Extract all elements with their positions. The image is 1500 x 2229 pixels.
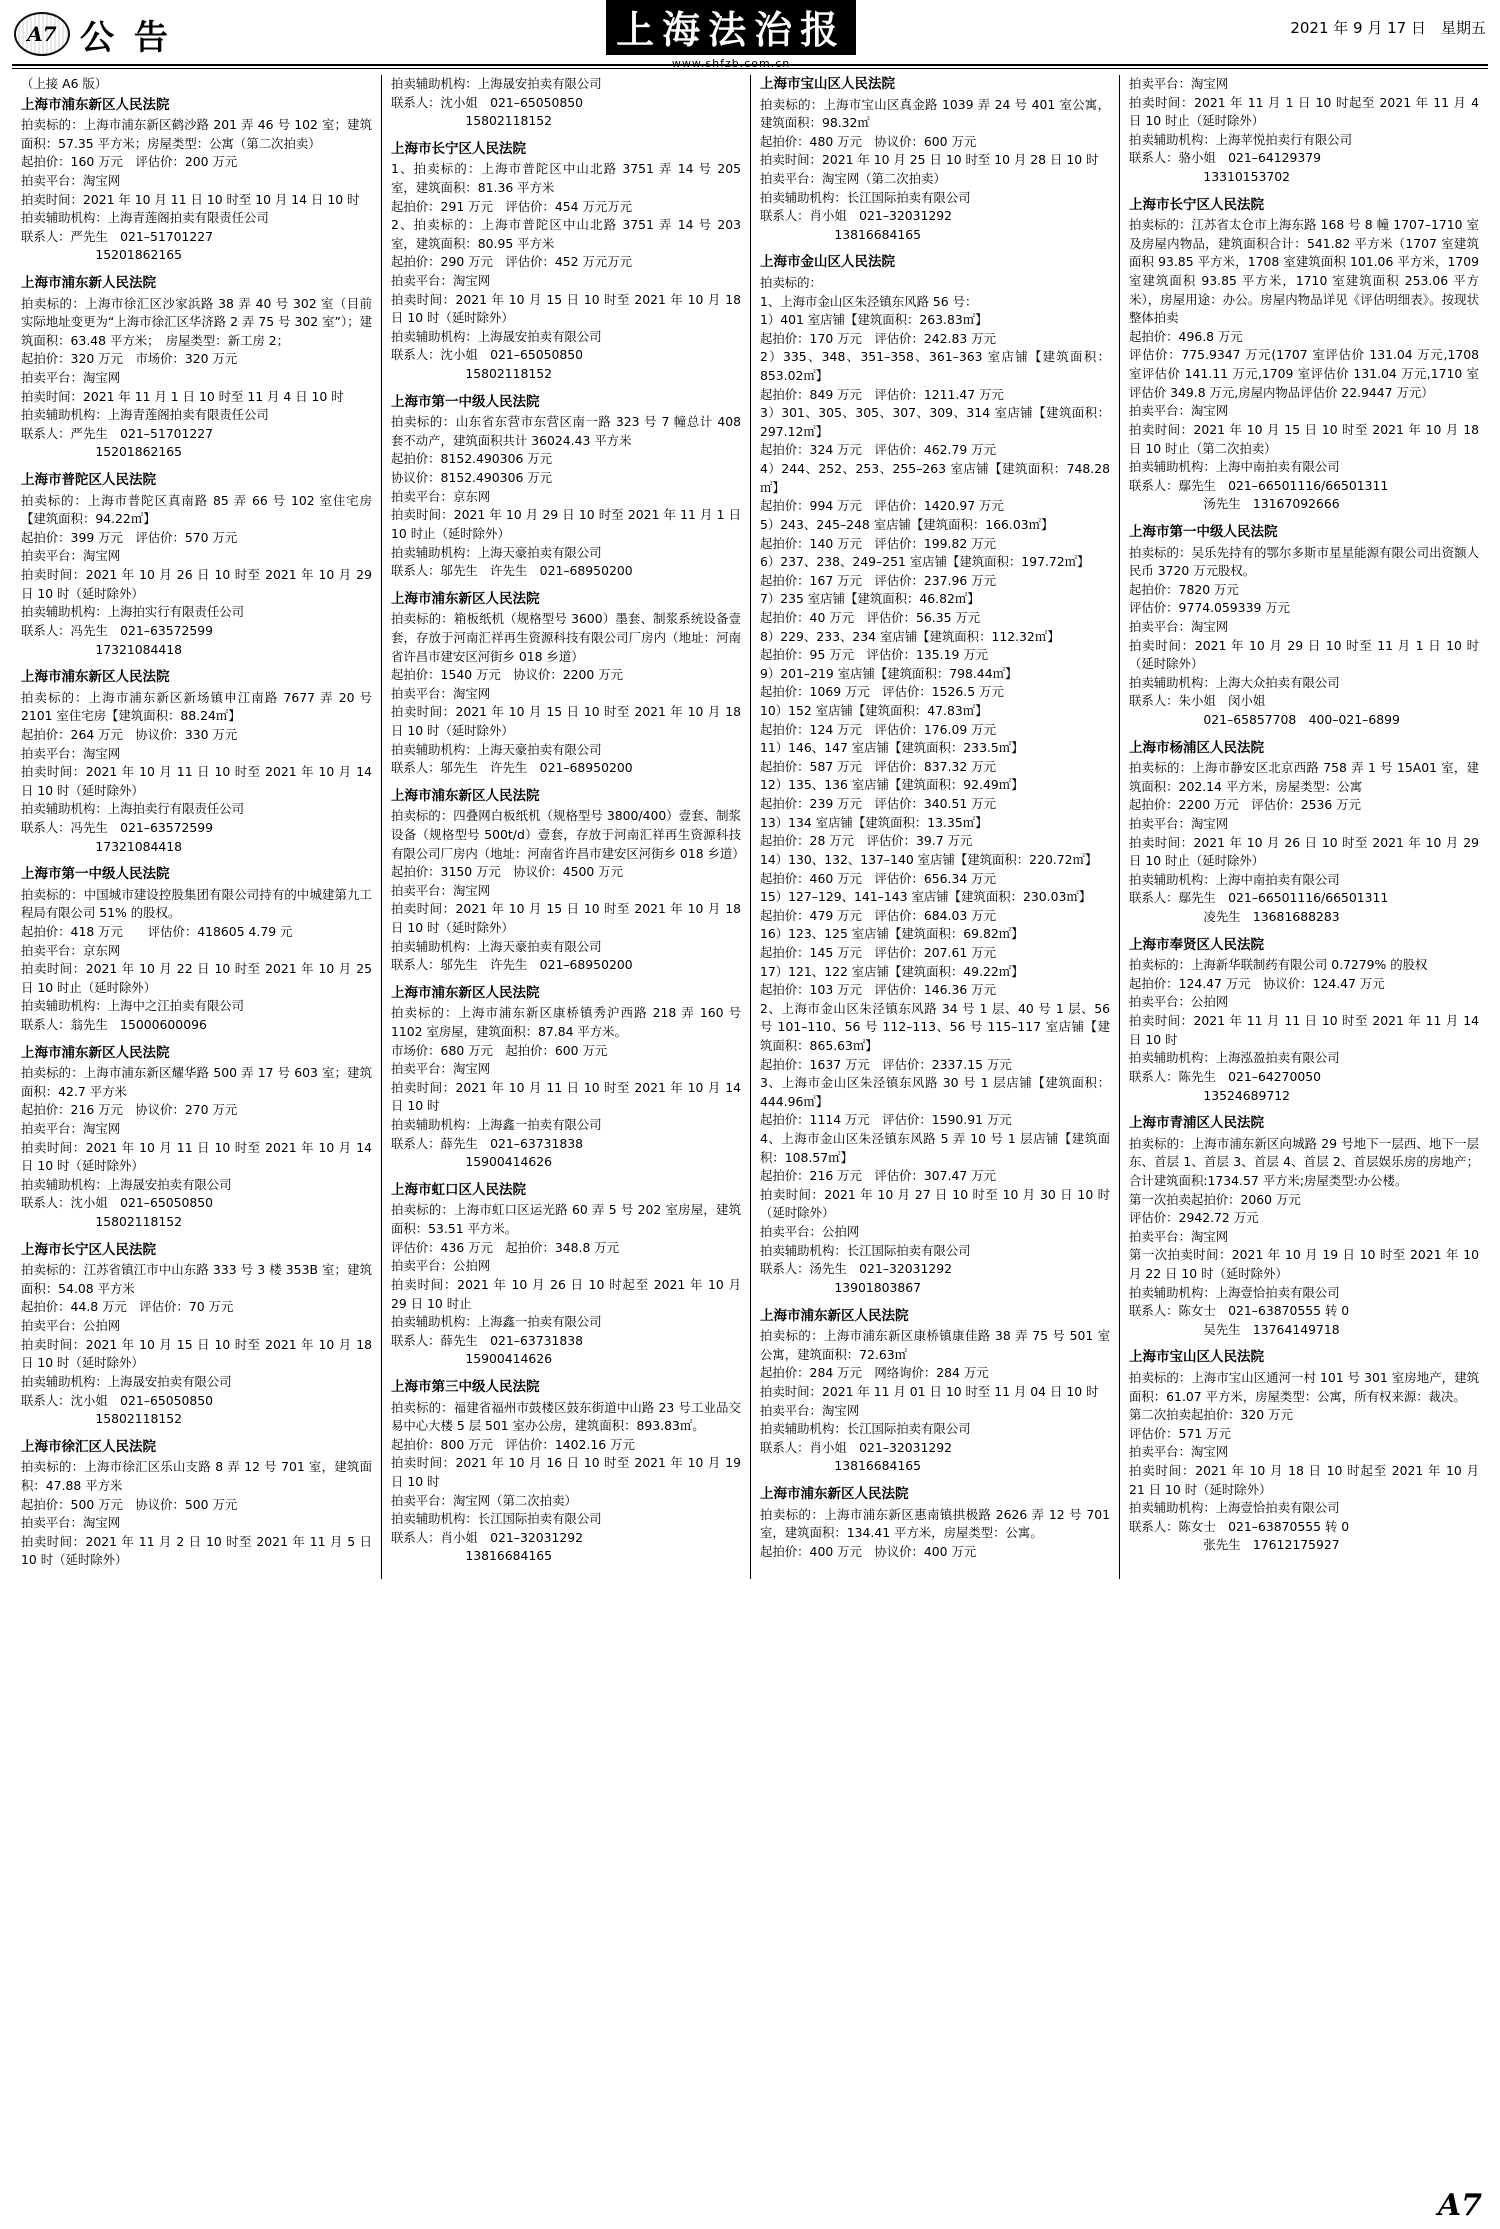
notice-line: 拍卖时间：2021 年 10 月 29 日 10 时至 11 月 1 日 10 时（延时除外） xyxy=(1129,637,1479,672)
notice-line: 021–65857708 400–021–6899 xyxy=(1129,712,1400,728)
notice-line: 联系人：朱小姐 闵小姐 xyxy=(1129,693,1266,709)
notice-line: 汤先生 13167092666 xyxy=(1129,496,1340,512)
notice-line: 15802118152 xyxy=(391,113,553,129)
auction-notice xyxy=(1129,936,1479,1105)
notice-line: 拍卖时间：2021 年 11 月 1 日 10 时至 11 月 4 日 10 时 xyxy=(21,388,344,404)
notice-line: 拍卖时间：2021 年 10 月 26 日 10 时起至 2021 年 10 月 29 日 10 时止 xyxy=(391,1276,741,1311)
notice-line: 拍卖时间：2021 年 10 月 16 日 10 时至 2021 年 10 月 19 日 10 时 xyxy=(391,1455,741,1489)
auction-notice xyxy=(21,1438,372,1570)
notice-line: 拍卖平台：公拍网 xyxy=(391,1258,491,1274)
auction-notice xyxy=(760,75,1110,244)
notice-line: 起拍价：800 万元 评估价：1402.16 万元 xyxy=(391,1436,635,1452)
notice-line: 5）243、245–248 室店铺【建筑面积：166.03㎡】 xyxy=(760,516,1054,532)
notice-line: 拍卖平台：淘宝网 xyxy=(760,1402,860,1418)
notice-line: 拍卖辅助机构：上海晟安拍卖有限公司 xyxy=(21,1373,232,1389)
notice-line: 拍卖辅助机构：上海中南拍卖有限公司 xyxy=(1129,871,1340,887)
notice-line: 13901803867 xyxy=(760,1279,922,1295)
court-name: 上海市宝山区人民法院 xyxy=(1129,1349,1264,1366)
notice-line: 张先生 17612175927 xyxy=(1129,1537,1340,1553)
notice-line: 起拍价：291 万元 评估价：454 万元万元 xyxy=(391,198,633,214)
auction-notice xyxy=(1129,739,1479,927)
notice-line: 第二次拍卖起拍价：320 万元 xyxy=(1129,1407,1293,1423)
notice-line: 联系人：沈小姐 021–65050850 xyxy=(21,1392,214,1408)
notice-line: 评估价：9774.059339 万元 xyxy=(1129,600,1291,616)
notice-line: 起拍价：480 万元 协议价：600 万元 xyxy=(760,133,977,149)
notice-line: 拍卖辅助机构：长江国际拍卖有限公司 xyxy=(391,1511,602,1527)
notice-line: 联系人：汤先生 021–32031292 xyxy=(760,1261,953,1277)
notice-line: 拍卖辅助机构：上海中之江拍卖有限公司 xyxy=(21,998,245,1014)
notice-line: 拍卖标的：上海市浦东新区向城路 29 号地下一层西、地下一层东、首层 1、首层 3、首层 4、首层 2、首层娱乐房的房地产；合计建筑面积:1734.57 平方米;房屋类型:办公楼。 xyxy=(1129,1135,1479,1188)
notice-line: 拍卖标的： xyxy=(760,275,822,290)
notice-line: 拍卖平台：淘宝网 xyxy=(1129,403,1229,419)
notice-line: 起拍价：399 万元 评估价：570 万元 xyxy=(21,529,238,545)
notice-line: 起拍价：587 万元 评估价：837.32 万元 xyxy=(760,758,996,774)
notice-line: 评估价：436 万元 起拍价：348.8 万元 xyxy=(391,1239,620,1255)
notice-line: 起拍价：145 万元 评估价：207.61 万元 xyxy=(760,944,996,960)
notice-line: 1、拍卖标的：上海市普陀区中山北路 3751 弄 14 号 205 室，建筑面积：81.36 平方米 xyxy=(391,161,741,195)
notice-line: 联系人：冯先生 021–63572599 xyxy=(21,622,214,638)
notice-line: 拍卖时间：2021 年 10 月 15 日 10 时至 2021 年 10 月 18 日 10 时（延时除外） xyxy=(391,704,741,738)
notice-line: 拍卖标的：箱板纸机（规格型号 3600）墨套、制浆系统设备壹套，存放于河南汇祥再生资源科技有限公司厂房内（地址：河南省许昌市建安区河街乡 018 乡道） xyxy=(391,611,741,664)
notice-line: 拍卖辅助机构：上海青莲阁拍卖有限责任公司 xyxy=(21,407,269,423)
notice-line: 拍卖辅助机构：上海鑫一拍卖有限公司 xyxy=(391,1117,602,1133)
court-name: 上海市第一中级人民法院 xyxy=(1129,523,1278,540)
notice-line: 13816684165 xyxy=(760,1458,922,1474)
notice-line: 联系人：严先生 021–51701227 xyxy=(21,228,214,244)
notice-line: 联系人：薛先生 021–63731838 xyxy=(391,1135,584,1151)
notice-line: 拍卖时间：2021 年 11 月 1 日 10 时起至 2021 年 11 月 4 日 10 时止（延时除外） xyxy=(1129,94,1479,129)
notice-line: 拍卖辅助机构：上海天豪拍卖有限公司 xyxy=(391,544,602,560)
notice-line: 15900414626 xyxy=(391,1351,553,1367)
notice-line: 起拍价：290 万元 评估价：452 万元万元 xyxy=(391,254,633,270)
notice-line: 起拍价：320 万元 市场价：320 万元 xyxy=(21,351,238,367)
auction-notice xyxy=(21,1241,372,1429)
notice-line: 拍卖标的：上海市徐汇区乐山支路 8 弄 12 号 701 室，建筑面积：47.88 平方米 xyxy=(21,1459,372,1493)
notice-line: 拍卖标的：上海市静安区北京西路 758 弄 1 号 15A01 室，建筑面积：202.14 平方米，房屋类型：公寓 xyxy=(1129,760,1479,794)
notice-line: 拍卖标的：四叠网白板纸机（规格型号 3800/400）壹套、制浆设备（规格型号 500t/d）壹套，存放于河南汇祥再生资源科技有限公司厂房内（地址：河南省许昌市建安区河街乡 018 乡道） xyxy=(391,808,745,861)
paper-title-group xyxy=(172,0,1291,70)
notice-line: 拍卖时间：2021 年 10 月 15 日 10 时至 2021 年 10 月 18 日 10 时（延时除外） xyxy=(391,901,741,936)
auction-notice xyxy=(1129,1348,1479,1555)
notice-line: 拍卖时间：2021 年 10 月 15 日 10 时至 2021 年 10 月 18 日 10 时（延时除外） xyxy=(21,1336,372,1371)
notice-line: 拍卖平台：公拍网 xyxy=(760,1224,860,1240)
notice-line: 协议价：8152.490306 万元 xyxy=(391,470,553,486)
page-badge-label: A7 xyxy=(27,22,57,46)
notice-line: 起拍价：1114 万元 评估价：1590.91 万元 xyxy=(760,1112,1012,1128)
notice-line: 联系人：肖小姐 021–32031292 xyxy=(760,208,953,224)
notice-line: 拍卖时间：2021 年 10 月 11 日 10 时至 10 月 14 日 10 时 xyxy=(21,191,360,207)
paper-website: www.shfzb.com.cn xyxy=(671,57,791,70)
auction-notice xyxy=(21,865,372,1034)
notice-line: 15802118152 xyxy=(21,1411,183,1427)
notice-line: 拍卖平台：公拍网 xyxy=(21,1318,121,1334)
court-name: 上海市浦东新人民法院 xyxy=(21,275,156,292)
notice-line: 联系人：冯先生 021–63572599 xyxy=(21,819,214,835)
notice-line: 联系人：陈女士 021–63870555 转 0 xyxy=(1129,1518,1350,1534)
notice-line: 拍卖标的：上海新华联制药有限公司 0.7279% 的股权 xyxy=(1129,957,1428,973)
court-name: 上海市第一中级人民法院 xyxy=(391,393,540,410)
notice-line: 拍卖辅助机构：上海晟安拍卖有限公司 xyxy=(21,1176,232,1192)
notice-line: 1）401 室店铺【建筑面积：263.83㎡】 xyxy=(760,312,988,328)
auction-notice xyxy=(1129,523,1479,730)
notice-line: 起拍价：124 万元 评估价：176.09 万元 xyxy=(760,721,996,737)
notice-line: 起拍价：1069 万元 评估价：1526.5 万元 xyxy=(760,684,1004,700)
notice-line: 8）229、233、234 室店铺【建筑面积：112.32㎡】 xyxy=(760,628,1060,644)
notice-line: 拍卖标的：上海市徐汇区沙家浜路 38 弄 40 号 302 室（目前实际地址变更为“上海市徐汇区华济路 2 弄 75 号 302 室”）；建筑面积：63.48 平方米； 房屋类型：新工房 2； xyxy=(21,295,372,348)
notice-line: 拍卖辅助机构：上海天豪拍卖有限公司 xyxy=(391,741,602,757)
paper-name: 上海法治报 xyxy=(606,0,856,55)
notice-line: 拍卖平台：淘宝网 xyxy=(391,273,491,289)
notice-line: 6）237、238、249–251 室店铺【建筑面积：197.72㎡】 xyxy=(760,554,1090,570)
notice-line: 起拍价：264 万元 协议价：330 万元 xyxy=(21,726,238,742)
notice-line: 拍卖平台：京东网 xyxy=(391,488,491,504)
notice-line: 4、上海市金山区朱泾镇东风路 5 弄 10 号 1 层店铺【建筑面积：108.57㎡】 xyxy=(760,1131,1110,1165)
auction-notice xyxy=(391,787,745,975)
notice-line: 13524689712 xyxy=(1129,1087,1291,1103)
notice-line: 拍卖平台：淘宝网 xyxy=(391,685,491,701)
court-name: 上海市青浦区人民法院 xyxy=(1129,1115,1264,1132)
auction-notice xyxy=(391,590,741,778)
notice-line: 拍卖时间：2021 年 10 月 15 日 10 时至 2021 年 10 月 18 日 10 时止（第二次拍卖） xyxy=(1129,421,1479,456)
notice-line: 第一次拍卖起拍价：2060 万元 xyxy=(1129,1191,1301,1207)
notice-line: 拍卖辅助机构：上海泓盈拍卖有限公司 xyxy=(1129,1050,1340,1066)
notice-line: 拍卖时间：2021 年 11 月 2 日 10 时至 2021 年 11 月 5 日 10 时（延时除外） xyxy=(21,1533,372,1568)
notice-line: 评估价：2942.72 万元 xyxy=(1129,1210,1259,1226)
notice-line: 拍卖辅助机构：上海苹悦拍卖行有限公司 xyxy=(1129,131,1353,147)
notice-line: 起拍价：160 万元 评估价：200 万元 xyxy=(21,154,238,170)
court-name: 上海市浦东新区人民法院 xyxy=(21,96,170,113)
notice-line: 联系人：邬先生 许先生 021–68950200 xyxy=(391,957,633,973)
notice-line: 13816684165 xyxy=(760,226,922,242)
section-title: 公 告 xyxy=(80,17,172,58)
notice-line: 拍卖辅助机构：上海壹恰拍卖有限公司 xyxy=(1129,1500,1340,1516)
notice-line: 联系人：陈女士 021–63870555 转 0 xyxy=(1129,1303,1350,1319)
notice-line: 起拍价：216 万元 协议价：270 万元 xyxy=(21,1102,238,1118)
court-name: 上海市第一中级人民法院 xyxy=(21,866,170,883)
notice-line: 17321084418 xyxy=(21,838,183,854)
court-name: 上海市浦东新区人民法院 xyxy=(21,1044,170,1061)
notice-line: 评估价：571 万元 xyxy=(1129,1425,1231,1441)
notice-line: 3）301、305、305、307、309、314 室店铺【建筑面积：297.12㎡】 xyxy=(760,405,1110,439)
notice-line: 起拍价：216 万元 评估价：307.47 万元 xyxy=(760,1168,996,1184)
notice-line: 拍卖标的：中国城市建设控股集团有限公司持有的中城建第九工程局有限公司 51% 的股权。 xyxy=(21,886,372,921)
notice-line: 11）146、147 室店铺【建筑面积：233.5㎡】 xyxy=(760,740,1024,756)
notice-line: 联系人：陈先生 021–64270050 xyxy=(1129,1068,1322,1084)
notice-line: 拍卖时间：2021 年 10 月 11 日 10 时至 2021 年 10 月 14 日 10 时 xyxy=(391,1079,741,1114)
notice-line: 联系人：薛先生 021–63731838 xyxy=(391,1332,584,1348)
notice-line: 拍卖时间：2021 年 11 月 01 日 10 时至 11 月 04 日 10 时 xyxy=(760,1383,1099,1399)
notice-line: 起拍价：500 万元 协议价：500 万元 xyxy=(21,1496,238,1512)
court-name: 上海市浦东新区人民法院 xyxy=(391,787,540,804)
notice-line: 联系人：鄢先生 021–66501116/66501311 xyxy=(1129,477,1389,493)
notice-line: 起拍价：3150 万元 协议价：4500 万元 xyxy=(391,864,624,880)
notice-line: 拍卖平台：淘宝网 xyxy=(21,370,121,386)
notice-line: 起拍价：284 万元 网络询价：284 万元 xyxy=(760,1365,989,1381)
notice-line: 市场价：680 万元 起拍价：600 万元 xyxy=(391,1042,608,1058)
notice-line: 拍卖标的：上海市浦东新区康桥镇秀沪西路 218 弄 160 号 1102 室房屋，建筑面积：87.84 平方米。 xyxy=(391,1005,741,1040)
notice-line: 拍卖平台：淘宝网 xyxy=(21,173,121,188)
notice-line: 15802118152 xyxy=(21,1214,183,1230)
court-name: 上海市长宁区人民法院 xyxy=(1129,196,1264,213)
notice-line: 起拍价：849 万元 评估价：1211.47 万元 xyxy=(760,386,1004,402)
auction-notice xyxy=(21,96,372,265)
notice-line: 拍卖平台：淘宝网（第二次拍卖） xyxy=(760,171,946,186)
notice-line: 起拍价：400 万元 协议价：400 万元 xyxy=(760,1543,977,1559)
dateline: 2021 年 9 月 17 日 星期五 xyxy=(1290,18,1486,37)
notice-line: 起拍价：496.8 万元 xyxy=(1129,328,1243,344)
auction-notice xyxy=(391,75,741,131)
notice-line: 起拍价：170 万元 评估价：242.83 万元 xyxy=(760,330,996,346)
notice-line: 拍卖平台：淘宝网 xyxy=(1129,76,1229,91)
court-name: 上海市长宁区人民法院 xyxy=(21,1241,156,1258)
court-name: 上海市宝山区人民法院 xyxy=(760,76,895,92)
notice-line: 2、拍卖标的：上海市普陀区中山北路 3751 弄 14 号 203 室，建筑面积：80.95 平方米 xyxy=(391,217,741,251)
notice-line: 拍卖辅助机构：长江国际拍卖有限公司 xyxy=(760,1421,971,1437)
notice-line: 联系人：邬先生 许先生 021–68950200 xyxy=(391,563,633,579)
notice-line: 起拍价：239 万元 评估价：340.51 万元 xyxy=(760,796,996,812)
notice-line: 联系人：邬先生 许先生 021–68950200 xyxy=(391,760,633,776)
column-1 xyxy=(12,75,381,1579)
notice-line: 起拍价：124.47 万元 协议价：124.47 万元 xyxy=(1129,975,1385,991)
notice-line: 联系人：鄢先生 021–66501116/66501311 xyxy=(1129,890,1389,906)
court-name: 上海市第三中级人民法院 xyxy=(391,1378,540,1395)
notice-line: 凌先生 13681688283 xyxy=(1129,909,1340,925)
notice-line: 起拍价：103 万元 评估价：146.36 万元 xyxy=(760,982,996,998)
notice-line: 14）130、132、137–140 室店铺【建筑面积：220.72㎡】 xyxy=(760,851,1098,867)
notice-line: 10）152 室店铺【建筑面积：47.83㎡】 xyxy=(760,703,988,719)
court-name: 上海市普陀区人民法院 xyxy=(21,472,156,489)
court-name: 上海市浦东新区人民法院 xyxy=(391,984,540,1001)
notice-line: 起拍价：40 万元 评估价：56.35 万元 xyxy=(760,609,981,625)
notice-line: 联系人：肖小姐 021–32031292 xyxy=(760,1439,953,1455)
notice-line: 起拍价：460 万元 评估价：656.34 万元 xyxy=(760,870,996,886)
notice-line: 拍卖时间：2021 年 10 月 27 日 10 时至 10 月 30 日 10 时（延时除外） xyxy=(760,1186,1110,1221)
notice-line: 拍卖辅助机构：上海大众拍卖有限公司 xyxy=(1129,674,1340,690)
page-badge xyxy=(14,12,70,56)
court-name: 上海市虹口区人民法院 xyxy=(391,1181,526,1198)
auction-notice xyxy=(391,1378,741,1566)
column-2 xyxy=(381,75,750,1579)
notice-line: 4）244、252、253、255–263 室店铺【建筑面积：748.28㎡】 xyxy=(760,461,1110,495)
notice-line: 联系人：严先生 021–51701227 xyxy=(21,425,214,441)
court-name: 上海市浦东新区人民法院 xyxy=(760,1307,909,1324)
notice-line: 15802118152 xyxy=(391,366,553,382)
notice-line: 起拍价：7820 万元 xyxy=(1129,581,1239,597)
notice-line: 拍卖平台：淘宝网（第二次拍卖） xyxy=(391,1492,577,1508)
auction-notice xyxy=(21,274,372,462)
notice-line: 拍卖辅助机构：上海拍卖行有限责任公司 xyxy=(21,801,245,817)
notice-line: 起拍价：44.8 万元 评估价：70 万元 xyxy=(21,1299,234,1315)
notice-line: 7）235 室店铺【建筑面积：46.82㎡】 xyxy=(760,591,980,607)
court-name: 上海市金山区人民法院 xyxy=(760,254,895,271)
notice-line: 2、上海市金山区朱泾镇东风路 34 号 1 层、40 号 1 层、56 号 101–110、56 号 112–113、56 号 115–117 室店铺【建筑面积：865.63㎡】 xyxy=(760,1000,1110,1053)
notice-line: 拍卖平台：淘宝网 xyxy=(21,1121,121,1137)
notice-line: 拍卖标的：上海市宝山区通河一村 101 号 301 室房地产，建筑面积：61.07 平方米，房屋类型：公寓，所有权来源：裁决。 xyxy=(1129,1369,1479,1404)
notice-line: 拍卖标的：上海市宝山区真金路 1039 弄 24 号 401 室公寓，建筑面积：98.32㎡ xyxy=(760,96,1110,131)
notice-line: 起拍价：479 万元 评估价：684.03 万元 xyxy=(760,907,996,923)
notice-line: 拍卖时间：2021 年 10 月 15 日 10 时至 2021 年 10 月 18 日 10 时（延时除外） xyxy=(391,291,741,326)
continued-note: （上接 A6 版） xyxy=(21,76,108,91)
notice-line: 第一次拍卖时间：2021 年 10 月 19 日 10 时至 2021 年 10 月 22 日 10 时（延时除外） xyxy=(1129,1247,1479,1281)
notice-line: 9）201–219 室店铺【建筑面积：798.44㎡】 xyxy=(760,665,1018,681)
notice-line: 联系人：翁先生 15000600096 xyxy=(21,1017,207,1033)
notice-line: 拍卖时间：2021 年 10 月 18 日 10 时起至 2021 年 10 月 21 日 10 时（延时除外） xyxy=(1129,1462,1479,1497)
notice-line: 拍卖标的：上海市虹口区运光路 60 弄 5 号 202 室房屋，建筑面积：53.51 平方米。 xyxy=(391,1202,741,1237)
masthead xyxy=(0,0,1500,70)
notice-line: 12）135、136 室店铺【建筑面积：92.49㎡】 xyxy=(760,777,1024,793)
notice-line: 13）134 室店铺【建筑面积：13.35㎡】 xyxy=(760,814,988,830)
columns-container xyxy=(0,75,1500,1589)
notice-line: 拍卖辅助机构：上海壹恰拍卖有限公司 xyxy=(1129,1284,1340,1300)
notice-line: 联系人：骆小姐 021–64129379 xyxy=(1129,150,1322,166)
auction-notice xyxy=(391,140,741,384)
auction-notice xyxy=(391,1181,741,1369)
notice-line: 拍卖时间：2021 年 10 月 26 日 10 时至 2021 年 10 月 29 日 10 时止（延时除外） xyxy=(1129,834,1479,869)
notice-line: 拍卖平台：淘宝网 xyxy=(1129,1228,1229,1244)
notice-line: 起拍价：994 万元 评估价：1420.97 万元 xyxy=(760,498,1004,514)
notice-line: 拍卖标的：上海市浦东新区耀华路 500 弄 17 号 603 室；建筑面积：42.7 平方米 xyxy=(21,1065,372,1099)
auction-notice xyxy=(21,471,372,659)
notice-line: 拍卖辅助机构：长江国际拍卖有限公司 xyxy=(760,189,971,205)
notice-line: 拍卖时间：2021 年 10 月 26 日 10 时至 2021 年 10 月 29 日 10 时（延时除外） xyxy=(21,567,372,601)
notice-line: 拍卖时间：2021 年 10 月 22 日 10 时至 2021 年 10 月 25 日 10 时止（延时除外） xyxy=(21,961,372,995)
notice-line: 13310153702 xyxy=(1129,169,1291,185)
notice-line: 拍卖标的：上海市普陀区真南路 85 弄 66 号 102 室住宅房【建筑面积：94.22㎡】 xyxy=(21,492,372,527)
notice-line: 联系人：沈小姐 021–65050850 xyxy=(391,94,584,110)
auction-notice xyxy=(391,984,741,1172)
auction-notice xyxy=(760,1485,1110,1561)
court-name: 上海市奉贤区人民法院 xyxy=(1129,936,1264,953)
notice-line: 联系人：沈小姐 021–65050850 xyxy=(21,1195,214,1211)
notice-line: 拍卖平台：淘宝网 xyxy=(1129,816,1229,832)
notice-line: 拍卖平台：淘宝网 xyxy=(1129,1444,1229,1460)
notice-line: 拍卖标的：上海市浦东新区新场镇申江南路 7677 弄 20 号 2101 室住宅房【建筑面积：88.24㎡】 xyxy=(21,689,372,724)
notice-line: 3、上海市金山区朱泾镇东风路 30 号 1 层店铺【建筑面积：444.96㎡】 xyxy=(760,1075,1110,1109)
notice-line: 拍卖平台：淘宝网 xyxy=(391,882,491,898)
notice-line: 起拍价：95 万元 评估价：135.19 万元 xyxy=(760,647,989,663)
notice-line: 拍卖标的：上海市浦东新区康桥镇康佳路 38 弄 75 号 501 室公寓，建筑面积：72.63㎡ xyxy=(760,1328,1110,1362)
auction-notice xyxy=(391,393,741,581)
notice-line: 15201862165 xyxy=(21,444,183,460)
notice-line: 拍卖平台：淘宝网 xyxy=(1129,618,1229,634)
court-name: 上海市杨浦区人民法院 xyxy=(1129,739,1264,756)
notice-line: 拍卖平台：京东网 xyxy=(21,942,121,958)
notice-line: 拍卖辅助机构：上海晟安拍卖有限公司 xyxy=(391,76,602,91)
notice-line: 拍卖标的：江苏省太仓市上海东路 168 号 8 幢 1707–1710 室及房屋内物品，建筑面积合计：541.82 平方米（1707 室建筑面积 93.85 平方米，1708 室建筑面积 101.06 平方米，1709 室建筑面积 93.85 平方米，1710 室建筑面积 253.06 平方米），房屋用途：办公。房屋内物品详见《评估明细表》。按现状整体拍卖 xyxy=(1129,217,1479,326)
auction-notice xyxy=(760,1307,1110,1476)
notice-line: 拍卖辅助机构：长江国际拍卖有限公司 xyxy=(760,1242,971,1258)
notice-line: 拍卖标的：山东省东营市东营区南一路 323 号 7 幢总计 408 套不动产，建筑面积共计 36024.43 平方米 xyxy=(391,414,741,448)
notice-line: 拍卖标的：吴乐先持有的鄂尔多斯市星星能源有限公司出资额人民币 3720 万元股权。 xyxy=(1129,544,1479,579)
notice-line: 起拍价：418 万元 评估价：418605 4.79 元 xyxy=(21,923,293,939)
notice-line: 拍卖辅助机构：上海中南拍卖有限公司 xyxy=(1129,459,1340,475)
auction-notice xyxy=(21,668,372,856)
notice-line: 吴先生 13764149718 xyxy=(1129,1321,1340,1337)
notice-line: 拍卖标的：福建省福州市鼓楼区鼓东街道中山路 23 号工业品交易中心大楼 5 层 501 室办公房，建筑面积：893.83㎡。 xyxy=(391,1399,741,1434)
notice-line: 联系人：沈小姐 021–65050850 xyxy=(391,347,584,363)
notice-line: 2）335、348、351–358、361–363 室店铺【建筑面积：853.02㎡】 xyxy=(760,349,1110,384)
court-name: 上海市浦东新区人民法院 xyxy=(391,590,540,607)
notice-line: 拍卖辅助机构：上海鑫一拍卖有限公司 xyxy=(391,1314,602,1330)
auction-notice xyxy=(1129,75,1479,187)
notice-line: 拍卖辅助机构：上海青莲阁拍卖有限责任公司 xyxy=(21,210,269,226)
notice-line: 13816684165 xyxy=(391,1548,553,1564)
notice-line: 1、上海市金山区朱泾镇东风路 56 号： xyxy=(760,293,978,309)
page-number-bottom: A7 xyxy=(1437,2188,1482,2223)
notice-line: 评估价：775.9347 万元(1707 室评估价 131.04 万元,1708 室评估价 141.11 万元,1709 室评估价 131.04 万元,1710 室评估价 349.8 万元,房屋内物品评估价 22.9447 万元） xyxy=(1129,347,1479,400)
notice-line: 拍卖辅助机构：上海拍实行有限责任公司 xyxy=(21,604,245,620)
notice-line: 15）127–129、141–143 室店铺【建筑面积：230.03㎡】 xyxy=(760,889,1092,905)
notice-line: 拍卖平台：淘宝网 xyxy=(21,548,121,564)
notice-line: 起拍价：2200 万元 评估价：2536 万元 xyxy=(1129,797,1362,813)
notice-line: 拍卖平台：淘宝网 xyxy=(21,1515,121,1531)
notice-line: 拍卖辅助机构：上海天豪拍卖有限公司 xyxy=(391,938,602,954)
notice-line: 拍卖时间：2021 年 10 月 29 日 10 时至 2021 年 11 月 1 日 10 时止（延时除外） xyxy=(391,507,741,541)
notice-line: 起拍价：28 万元 评估价：39.7 万元 xyxy=(760,833,973,849)
auction-notice xyxy=(1129,196,1479,514)
court-name: 上海市浦东新区人民法院 xyxy=(760,1485,909,1502)
notice-line: 起拍价：167 万元 评估价：237.96 万元 xyxy=(760,572,996,588)
court-name: 上海市徐汇区人民法院 xyxy=(21,1438,156,1455)
notice-line: 起拍价：140 万元 评估价：199.82 万元 xyxy=(760,535,996,551)
notice-line: 拍卖标的：上海市浦东新区鹤沙路 201 弄 46 号 102 室；建筑面积：57.35 平方米；房屋类型：公寓（第二次拍卖） xyxy=(21,117,372,151)
notice-line: 15900414626 xyxy=(391,1154,553,1170)
auction-notice xyxy=(21,1044,372,1232)
court-name: 上海市长宁区人民法院 xyxy=(391,140,526,157)
column-3 xyxy=(750,75,1119,1579)
notice-line: 联系人：肖小姐 021–32031292 xyxy=(391,1529,584,1545)
notice-line: 起拍价：8152.490306 万元 xyxy=(391,451,553,467)
notice-line: 拍卖时间：2021 年 10 月 11 日 10 时至 2021 年 10 月 14 日 10 时（延时除外） xyxy=(21,764,372,798)
notice-line: 拍卖标的：江苏省镇江市中山东路 333 号 3 楼 353B 室；建筑面积：54.08 平方米 xyxy=(21,1262,372,1296)
column-4 xyxy=(1119,75,1488,1579)
notice-line: 拍卖辅助机构：上海晟安拍卖有限公司 xyxy=(391,328,602,344)
notice-line: 15201862165 xyxy=(21,247,183,263)
notice-line: 起拍价：1637 万元 评估价：2337.15 万元 xyxy=(760,1056,1012,1072)
notice-line: 16）123、125 室店铺【建筑面积：69.82㎡】 xyxy=(760,926,1024,942)
notice-line: 拍卖平台：公拍网 xyxy=(1129,994,1229,1010)
notice-line: 拍卖标的：上海市浦东新区惠南镇拱极路 2626 弄 12 号 701 室，建筑面积：134.41 平方米，房屋类型：公寓。 xyxy=(760,1506,1110,1541)
notice-line: 17321084418 xyxy=(21,641,183,657)
auction-notice xyxy=(1129,1114,1479,1339)
notice-line: 拍卖时间：2021 年 10 月 25 日 10 时至 10 月 28 日 10 时 xyxy=(760,152,1099,168)
notice-line: 拍卖时间：2021 年 11 月 11 日 10 时至 2021 年 11 月 14 日 10 时 xyxy=(1129,1013,1479,1047)
notice-line: 17）121、122 室店铺【建筑面积：49.22㎡】 xyxy=(760,963,1024,979)
auction-notice xyxy=(760,253,1110,1297)
court-name: 上海市浦东新区人民法院 xyxy=(21,669,170,686)
notice-line: 拍卖平台：淘宝网 xyxy=(391,1061,491,1077)
notice-line: 拍卖时间：2021 年 10 月 11 日 10 时至 2021 年 10 月 14 日 10 时（延时除外） xyxy=(21,1139,372,1174)
notice-line: 拍卖平台：淘宝网 xyxy=(21,745,121,761)
notice-line: 起拍价：324 万元 评估价：462.79 万元 xyxy=(760,442,996,458)
notice-line: 起拍价：1540 万元 协议价：2200 万元 xyxy=(391,667,624,683)
